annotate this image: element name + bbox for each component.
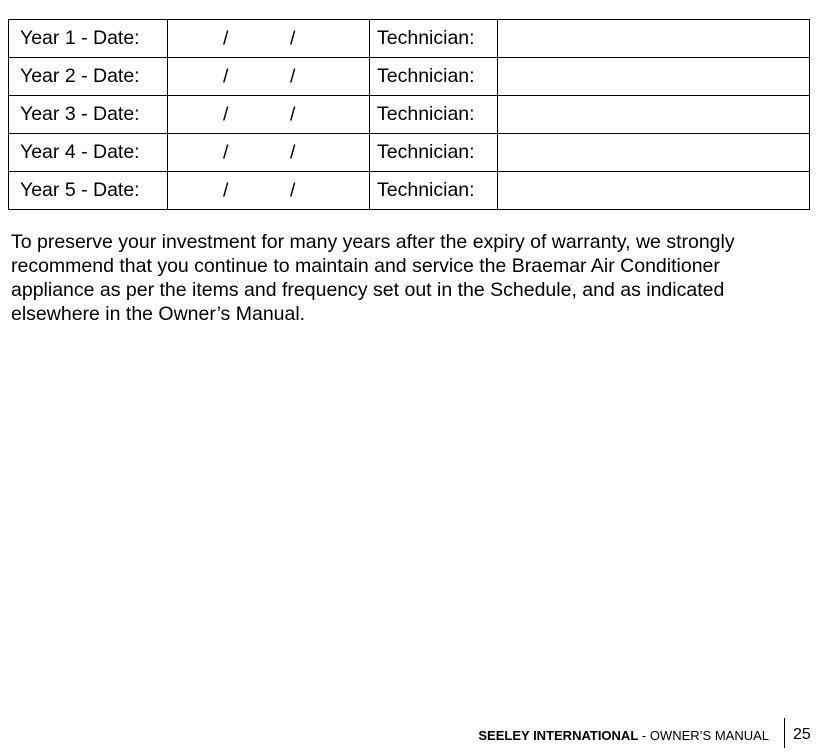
page-number: 25 [793, 726, 811, 743]
date-separator: / [290, 179, 296, 201]
service-record-table [8, 19, 810, 210]
date-separator: / [223, 103, 229, 125]
footer-brand-name: SEELEY INTERNATIONAL [478, 728, 639, 743]
date-field[interactable] [168, 172, 370, 210]
maintenance-recommendation-text: To preserve your investment for many years after the expiry of warranty, we strongly recommend that you continue to maintain and service the Braemar Air Conditioner appliance as per the items and frequency set out in the Schedule, and as indicated elsewhere in the Owner’s Manual. [11, 231, 735, 325]
table-row [9, 58, 810, 96]
technician-field[interactable] [498, 134, 810, 172]
date-field[interactable] [168, 58, 370, 96]
page-footer [0, 718, 827, 750]
year-date-label: Year 5 - Date: [9, 172, 168, 210]
date-field[interactable] [168, 20, 370, 58]
footer-manual-label: - OWNER’S MANUAL [638, 728, 769, 743]
table-row [9, 134, 810, 172]
table-row [9, 20, 810, 58]
date-separator: / [290, 103, 296, 125]
date-separator: / [290, 65, 296, 87]
date-separator: / [223, 179, 229, 201]
date-field[interactable] [168, 96, 370, 134]
technician-label: Technician: [370, 172, 498, 210]
table-row [9, 96, 810, 134]
year-date-label: Year 1 - Date: [9, 20, 168, 58]
technician-field[interactable] [498, 96, 810, 134]
technician-field[interactable] [498, 20, 810, 58]
year-date-label: Year 2 - Date: [9, 58, 168, 96]
year-date-label: Year 4 - Date: [9, 134, 168, 172]
technician-label: Technician: [370, 20, 498, 58]
date-separator: / [223, 141, 229, 163]
technician-field[interactable] [498, 172, 810, 210]
year-date-label: Year 3 - Date: [9, 96, 168, 134]
technician-label: Technician: [370, 134, 498, 172]
date-separator: / [223, 65, 229, 87]
date-separator: / [223, 27, 229, 49]
technician-label: Technician: [370, 96, 498, 134]
table-row [9, 172, 810, 210]
date-separator: / [290, 27, 296, 49]
footer-title [478, 728, 769, 743]
footer-divider [784, 718, 785, 748]
technician-label: Technician: [370, 58, 498, 96]
technician-field[interactable] [498, 58, 810, 96]
date-separator: / [290, 141, 296, 163]
date-field[interactable] [168, 134, 370, 172]
